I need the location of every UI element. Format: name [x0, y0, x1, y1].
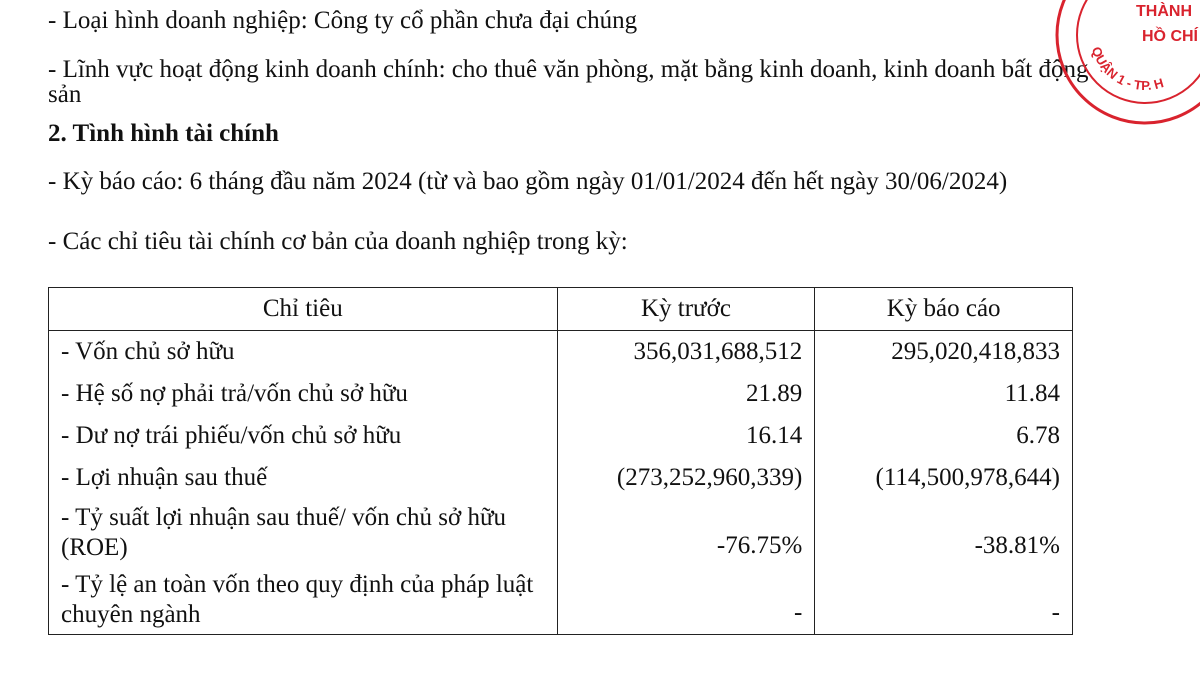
section-heading: 2. Tình hình tài chính [48, 120, 279, 147]
row-report-value: - [815, 567, 1073, 635]
stamp-text-line1: THÀNH [1136, 3, 1192, 20]
table-row [49, 457, 1073, 499]
row-label-line: - Tỷ lệ an toàn vốn theo quy định của pháp luật [61, 571, 534, 599]
row-report-value: 295,020,418,833 [815, 331, 1073, 373]
row-label: - Vốn chủ sở hữu [49, 331, 558, 373]
indicators-intro-line: - Các chỉ tiêu tài chính cơ bản của doanh nghiệp trong kỳ: [48, 228, 628, 255]
row-previous-value: 356,031,688,512 [557, 331, 815, 373]
report-period-line: - Kỳ báo cáo: 6 tháng đầu năm 2024 (từ và bao gồm ngày 01/01/2024 đến hết ngày 30/06/2024) [48, 168, 1008, 195]
row-report-value: 11.84 [815, 373, 1073, 415]
table-row [49, 499, 1073, 567]
row-label: - Hệ số nợ phải trả/vốn chủ sở hữu [49, 373, 558, 415]
row-previous-value: -76.75% [557, 499, 815, 567]
row-label: - Dư nợ trái phiếu/vốn chủ sở hữu [49, 415, 558, 457]
row-report-value: -38.81% [815, 499, 1073, 567]
company-stamp [1050, 0, 1200, 130]
table-header-row [49, 288, 1073, 331]
business-type-line: - Loại hình doanh nghiệp: Công ty cổ phần chưa đại chúng [48, 7, 638, 34]
business-field-line: - Lĩnh vực hoạt động kinh doanh chính: cho thuê văn phòng, mặt bằng kinh doanh, kinh doanh bất động [48, 56, 1089, 83]
row-report-value: (114,500,978,644) [815, 457, 1073, 499]
row-label: - Lợi nhuận sau thuế [49, 457, 558, 499]
table-row [49, 331, 1073, 373]
header-previous-period: Kỳ trước [557, 288, 815, 331]
row-previous-value: 16.14 [557, 415, 815, 457]
row-previous-value: 21.89 [557, 373, 815, 415]
financial-indicators-table [48, 287, 1073, 635]
stamp-text-line2: HỒ CHÍ [1142, 28, 1198, 45]
row-label-line-continued: chuyên ngành [61, 601, 201, 629]
row-label-line: - Tỷ suất lợi nhuận sau thuế/ vốn chủ sở hữu [61, 503, 507, 531]
table-row [49, 567, 1073, 635]
table-row [49, 373, 1073, 415]
row-label [49, 499, 558, 567]
row-label [49, 567, 558, 635]
row-report-value: 6.78 [815, 415, 1073, 457]
header-report-period: Kỳ báo cáo [815, 288, 1073, 331]
row-label-line-continued: (ROE) [61, 533, 128, 561]
row-previous-value: (273,252,960,339) [557, 457, 815, 499]
business-field-line-continued: sản [48, 81, 82, 108]
stamp-arc-text: QUẬN 1 - TP. H [1088, 44, 1166, 94]
header-indicator: Chỉ tiêu [49, 288, 558, 331]
row-previous-value: - [557, 567, 815, 635]
table-row [49, 415, 1073, 457]
